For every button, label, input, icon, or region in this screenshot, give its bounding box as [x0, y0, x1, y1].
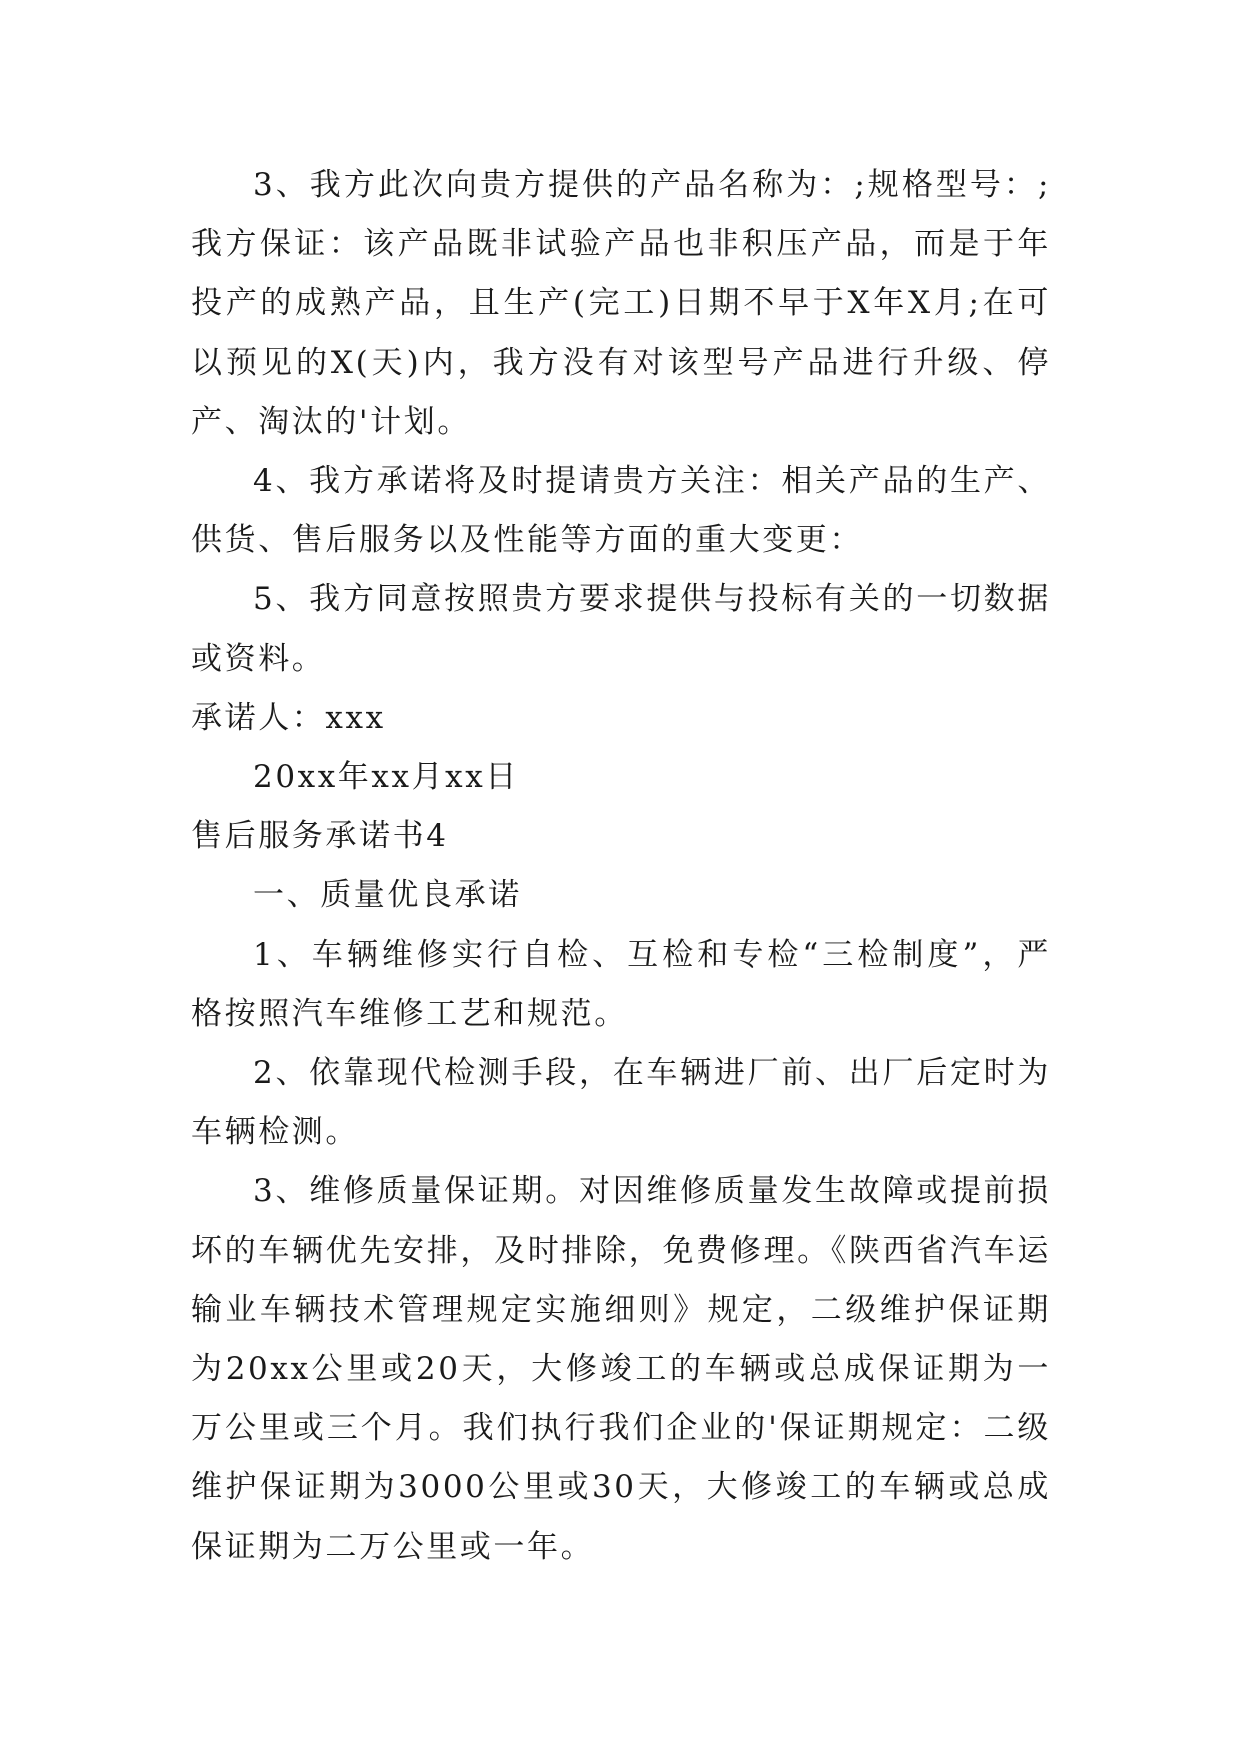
paragraph-warranty-period: 3、维修质量保证期。对因维修质量发生故障或提前损坏的车辆优先安排，及时排除，免费修理。《陕西省汽车运输业车辆技术管理规定实施细则》规定，二级维护保证期为20xx公里或20天，大修竣工的车辆或总成保证期为一万公里或三个月。我们执行我们企业的'保证期规定：二级维护保证期为3000公里或30天，大修竣工的车辆或总成保证期为二万公里或一年。	[191, 1173, 1051, 1565]
date-line: 20xx年xx月xx日	[253, 759, 519, 796]
document-body	[191, 156, 1051, 1577]
paragraph-detection: 2、依靠现代检测手段，在车辆进厂前、出厂后定时为车辆检测。	[191, 1055, 1051, 1151]
paragraph-data-provision: 5、我方同意按照贵方要求提供与投标有关的一切数据或资料。	[191, 581, 1051, 677]
paragraph-product-guarantee: 3、我方此次向贵方提供的产品名称为：;规格型号：;我方保证：该产品既非试验产品也非积压产品，而是于年投产的成熟产品，且生产(完工)日期不早于X年X月;在可以预见的X(天)内，我方没有对该型号产品进行升级、停产、淘汰的'计划。	[191, 167, 1051, 440]
paragraph-three-checks: 1、车辆维修实行自检、互检和专检“三检制度”，严格按照汽车维修工艺和规范。	[191, 936, 1051, 1032]
paragraph-change-notice: 4、我方承诺将及时提请贵方关注：相关产品的生产、供货、售后服务以及性能等方面的重大变更：	[191, 463, 1051, 559]
section-title: 售后服务承诺书4	[191, 818, 449, 855]
subsection-heading: 一、质量优良承诺	[253, 877, 522, 914]
promisor-line: 承诺人：xxx	[191, 699, 386, 736]
